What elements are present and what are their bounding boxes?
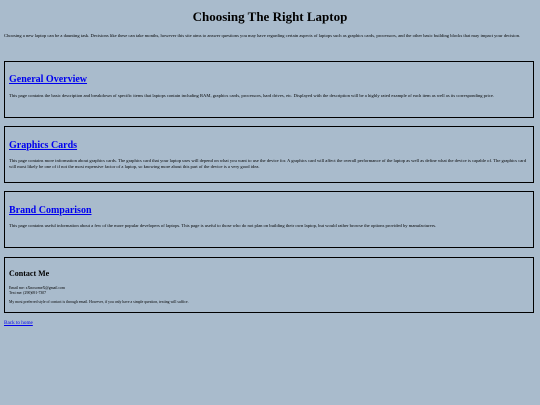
- contact-phone: Text me: (290)691-7307: [9, 290, 47, 295]
- section-graphics-cards: [4, 126, 534, 183]
- contact-details: [9, 286, 529, 295]
- contact-note: My most preferred style of contact is through email. However, if you only have a simple question, texting will suffice.: [9, 300, 189, 305]
- contact-email: Email me: xXnoxomeX@gmail.com: [9, 286, 65, 290]
- intro-paragraph: Choosing a new laptop can be a daunting task. Decisions like these can take months, however this site aims to answer questions you may have regarding certain aspects of laptops such as graphics cards, processors, and the other basic building blocks that may impact your decision.: [4, 33, 521, 38]
- graphics-cards-description: This page contains more information about graphics cards. The graphics card that your laptop uses will depend on what you want to use the device for. A graphics card will affect the overall performance of the laptop as well as define what the device is capable of. The graphics card will most likely be one of if not the most expensive factor of a laptop, so knowing more about this part of the device is a very good idea.: [9, 158, 527, 170]
- graphics-cards-link[interactable]: Graphics Cards: [9, 140, 78, 151]
- section-brand-comparison: [4, 191, 534, 248]
- brand-comparison-link[interactable]: Brand Comparison: [9, 205, 92, 216]
- back-to-home-link[interactable]: Back to home: [4, 320, 33, 326]
- contact-title: Contact Me: [9, 269, 50, 278]
- section-contact: [4, 257, 534, 313]
- general-overview-link[interactable]: General Overview: [9, 74, 88, 85]
- section-general-overview: [4, 61, 534, 118]
- general-overview-description: This page contains the basic description and breakdown of specific items that laptops contain including RAM, graphics cards, processors, hard drives, etc. Displayed with the description will be a highly rated example of each item as well as its corresponding price.: [9, 93, 495, 98]
- brand-comparison-description: This page contains useful information about a few of the more popular developers of laptops. This page is useful to those who do not plan on building their own laptop, but would rather browse the options provided by manufacturers.: [9, 223, 437, 228]
- page-title: Choosing The Right Laptop: [192, 9, 348, 24]
